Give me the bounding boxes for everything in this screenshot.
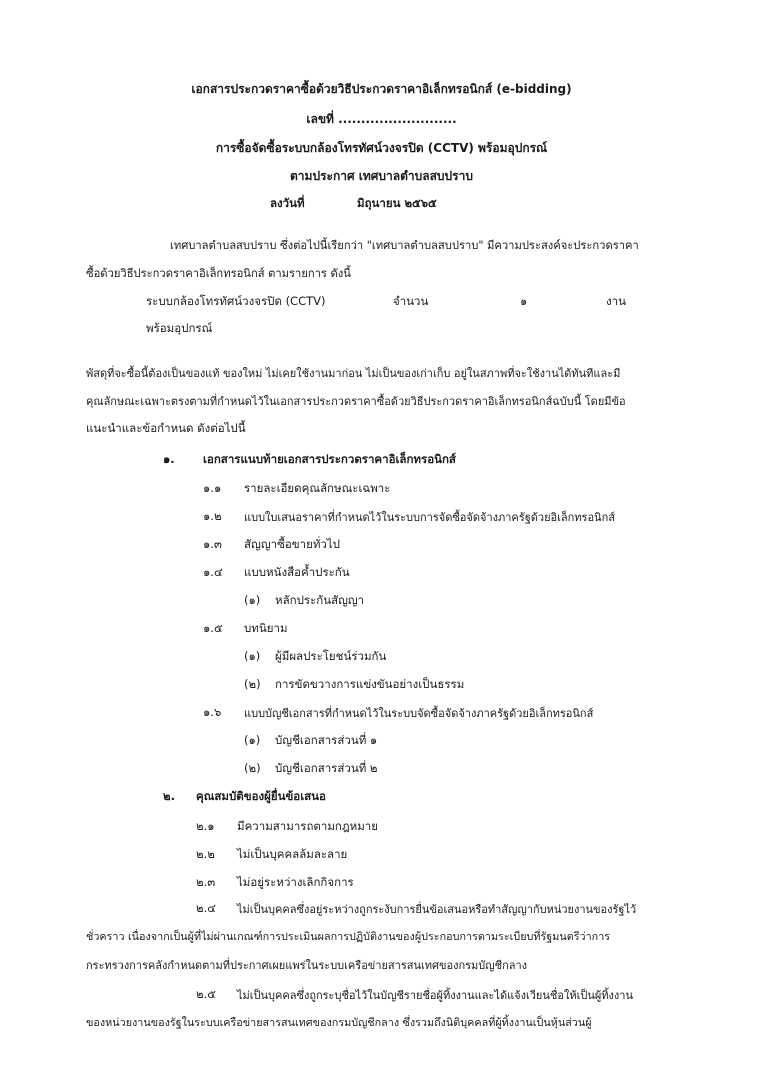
item-text: ไม่อยู่ระหว่างเลิกกิจการ: [237, 875, 354, 889]
section-number: ๒.: [163, 789, 175, 803]
section-number: ๑.: [163, 452, 175, 466]
item-text: รายละเอียดคุณลักษณะเฉพาะ: [244, 481, 391, 495]
para-line: แนะนำและข้อกำหนด ดังต่อไปนี้: [86, 421, 246, 435]
item-number: ๒.๕: [196, 987, 216, 1001]
item-qty-label: จำนวน: [393, 294, 429, 308]
item-number: ๒.๒: [196, 847, 215, 861]
subitem-text: การขัดขวางการแข่งขันอย่างเป็นธรรม: [275, 677, 465, 691]
subitem-text: บัญชีเอกสารส่วนที่ ๒: [275, 761, 378, 775]
item-text: แบบบัญชีเอกสารที่กำหนดไว้ในระบบจัดซื้อจัดจ้างภาครัฐด้วยอิเล็กทรอนิกส์: [244, 707, 594, 720]
intro-line: เทศบาลตำบลสบปราบ ซึ่งต่อไปนี้เรียกว่า "เทศบาลตำบลสบปราบ" มีความประสงค์จะประกวดราคา: [170, 239, 639, 252]
item-number: ๑.๓: [203, 537, 222, 551]
item-text: ไม่เป็นบุคคลซึ่งถูกระบุชื่อไว้ในบัญชีรายชื่อผู้ทิ้งงานและได้แจ้งเวียนชื่อให้เป็นผู้ทิ้งงาน: [237, 989, 633, 1002]
doc-announcement: ตามประกาศ เทศบาลตำบลสบปราบ: [290, 169, 473, 183]
item-text: แบบใบเสนอราคาที่กำหนดไว้ในระบบการจัดซื้อจัดจ้างภาครัฐด้วยอิเล็กทรอนิกส์: [244, 511, 615, 524]
item-number: ๒.๔: [196, 901, 216, 915]
item-unit: งาน: [606, 294, 626, 308]
subitem-number: (๒): [244, 761, 261, 775]
item-name: ระบบกล้องโทรทัศน์วงจรปิด (CCTV): [146, 294, 326, 308]
item-text: แบบหนังสือค้ำประกัน: [244, 565, 350, 579]
item-text-cont: ของหน่วยงานของรัฐในระบบเครือข่ายสารสนเทศของกรมบัญชีกลาง ซึ่งรวมถึงนิติบุคคลที่ผู้ทิ้งงานเป็นหุ้นส่วนผู้: [86, 1016, 592, 1029]
subitem-number: (๑): [244, 593, 261, 607]
subitem-number: (๒): [244, 677, 261, 691]
item-number: ๑.๖: [203, 705, 222, 719]
doc-title: เอกสารประกวดราคาซื้อด้วยวิธีประกวดราคาอิเล็กทรอนิกส์ (e-bidding): [191, 82, 572, 96]
para-line: คุณลักษณะเฉพาะตรงตามที่กำหนดไว้ในเอกสารประกวดราคาซื้อด้วยวิธีประกวดราคาอิเล็กทรอนิกส์ฉบับนี้ โดยมีข้อ: [86, 395, 626, 408]
item-text: ไม่เป็นบุคคลซึ่งอยู่ระหว่างถูกระงับการยื่นข้อเสนอหรือทำสัญญากับหน่วยงานของรัฐไว้: [237, 903, 637, 916]
item-number: ๑.๔: [203, 565, 223, 579]
item-number: ๑.๒: [203, 509, 222, 523]
item-number: ๒.๓: [196, 875, 216, 889]
item-text: สัญญาซื้อขายทั่วไป: [244, 537, 340, 551]
section-title: คุณสมบัติของผู้ยื่นข้อเสนอ: [196, 789, 326, 803]
item-number: ๒.๑: [196, 819, 215, 833]
subitem-number: (๑): [244, 733, 261, 747]
item-text: บทนิยาม: [244, 621, 288, 635]
item-name-cont: พร้อมอุปกรณ์: [146, 321, 213, 335]
subitem-text: หลักประกันสัญญา: [275, 593, 365, 607]
doc-date-label: ลงวันที่: [270, 196, 305, 210]
item-number: ๑.๕: [203, 621, 223, 635]
subitem-number: (๑): [244, 649, 261, 663]
doc-number: เลขที่ ..........................: [306, 112, 457, 126]
item-number: ๑.๑: [203, 481, 222, 495]
subitem-text: ผู้มีผลประโยชน์ร่วมกัน: [275, 649, 387, 663]
item-text: มีความสามารถตามกฎหมาย: [237, 819, 378, 833]
section-title: เอกสารแนบท้ายเอกสารประกวดราคาอิเล็กทรอนิกส์: [203, 452, 456, 466]
doc-date-value: มิถุนายน ๒๕๖๕: [357, 196, 437, 210]
item-text-cont: ชั่วคราว เนื่องจากเป็นผู้ที่ไม่ผ่านเกณฑ์การประเมินผลการปฏิบัติงานของผู้ประกอบการตามระเบียบที่รัฐมนตรีว่าการ: [86, 930, 611, 943]
item-text: ไม่เป็นบุคคลล้มละลาย: [237, 847, 348, 861]
item-text-cont: กระทรวงการคลังกำหนดตามที่ประกาศเผยแพร่ในระบบเครือข่ายสารสนเทศของกรมบัญชีกลาง: [86, 959, 528, 972]
doc-subject: การซื้อจัดซื้อระบบกล้องโทรทัศน์วงจรปิด (CCTV) พร้อมอุปกรณ์: [215, 141, 548, 155]
intro-line: ซื้อด้วยวิธีประกวดราคาอิเล็กทรอนิกส์ ตามรายการ ดังนี้: [86, 267, 351, 280]
para-line: พัสดุที่จะซื้อนี้ต้องเป็นของแท้ ของใหม่ ไม่เคยใช้งานมาก่อน ไม่เป็นของเก่าเก็บ อยู่ในสภาพที่จะใช้งานได้ทันทีและมี: [86, 367, 621, 380]
subitem-text: บัญชีเอกสารส่วนที่ ๑: [275, 733, 378, 747]
item-qty: ๑: [520, 294, 528, 308]
